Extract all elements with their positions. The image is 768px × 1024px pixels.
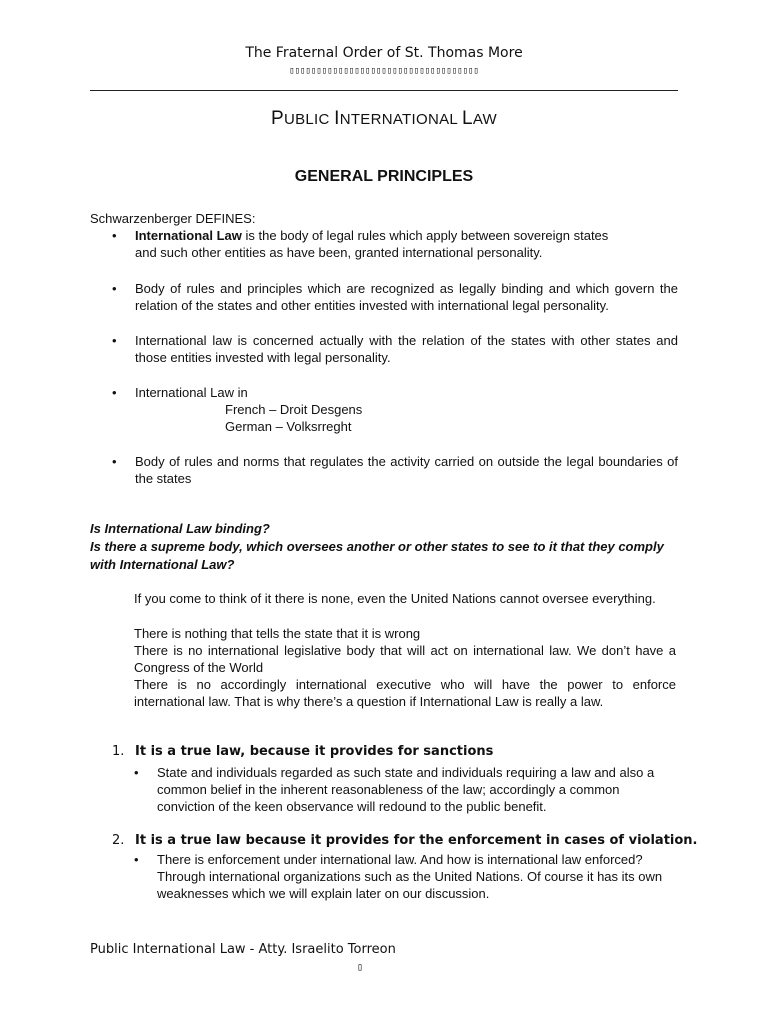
definition-text: International law is concerned actually with the relation of the states with other states and those entities invested with legal personality. bbox=[135, 333, 678, 365]
definition-text-2: and such other entities as have been, granted international personality. bbox=[135, 245, 543, 260]
title-initial-p: P bbox=[270, 108, 284, 129]
answer-paragraph-4: There is no accordingly international executive who will have the power to enforce international law. That is why there’s a question if International Law is really a law. bbox=[134, 677, 676, 709]
definition-text: Body of rules and principles which are recognized as legally binding and which govern the relation of the states and other entities invested with international legal personality. bbox=[135, 281, 678, 313]
bullet-glyph: • bbox=[112, 454, 117, 469]
bullet-glyph: • bbox=[134, 852, 139, 867]
bullet-glyph: • bbox=[112, 228, 117, 243]
bullet-glyph: • bbox=[112, 385, 117, 400]
footer-text: Public International Law - Atty. Israelito Torreon bbox=[90, 942, 396, 957]
answer-paragraph-3: There is no international legislative body that will act on international law. We don’t have a Congress of the World bbox=[134, 643, 676, 675]
title-part-3: AW bbox=[472, 111, 498, 128]
header-subtitle: ▯▯▯▯▯▯▯▯▯▯▯▯▯▯▯▯▯▯▯▯▯▯▯▯▯▯▯▯▯▯▯▯▯▯▯ bbox=[289, 66, 479, 76]
document-title bbox=[0, 108, 768, 130]
title-part-1: UBLIC bbox=[283, 111, 335, 128]
sublist-text: State and individuals regarded as such state and individuals requiring a law and also a common belief in the inherent reasonableness of the law; accordingly a common conviction of the keen observance will redound to the public benefit. bbox=[157, 765, 655, 814]
question-1: Is International Law binding? bbox=[90, 521, 270, 536]
item-heading: It is a true law, because it provides for sanctions bbox=[135, 744, 494, 759]
definition-text: International Law in bbox=[135, 385, 248, 400]
definition-text: Body of rules and norms that regulates the activity carried on outside the legal boundaries of the states bbox=[135, 454, 678, 486]
translation-french: French – Droit Desgens bbox=[225, 402, 363, 417]
question-2: Is there a supreme body, which oversees another or other states to see to it that they comply with International Law? bbox=[90, 539, 664, 572]
title-part-2: NTERNATIONAL bbox=[339, 111, 462, 128]
section-title: GENERAL PRINCIPLES bbox=[294, 168, 474, 185]
sublist-text: There is enforcement under international law. And how is international law enforced? Through international organizations such as the United Nations. Of course it has its own weaknesses which we will explain later on our discussion. bbox=[157, 852, 663, 901]
title-initial-l: L bbox=[461, 108, 473, 129]
item-number: 1. bbox=[112, 744, 125, 759]
definitions-heading: Schwarzenberger DEFINES: bbox=[90, 211, 256, 226]
item-heading: It is a true law because it provides for the enforcement in cases of violation. bbox=[135, 833, 698, 848]
translation-german: German – Volksrreght bbox=[225, 419, 352, 434]
bullet-glyph: • bbox=[134, 765, 139, 780]
item-number: 2. bbox=[112, 833, 125, 848]
term-international-law: International Law bbox=[135, 228, 242, 243]
answer-paragraph-2: There is nothing that tells the state that it is wrong bbox=[134, 626, 421, 641]
definition-text: is the body of legal rules which apply between sovereign states bbox=[241, 228, 609, 243]
bullet-glyph: • bbox=[112, 281, 117, 296]
title-initial-i: I bbox=[334, 108, 340, 129]
bullet-glyph: • bbox=[112, 333, 117, 348]
footer-page-mark: ▯ bbox=[357, 962, 364, 973]
header-title: The Fraternal Order of St. Thomas More bbox=[245, 45, 523, 61]
header-divider bbox=[90, 90, 678, 91]
answer-paragraph-1: If you come to think of it there is none, even the United Nations cannot oversee everything. bbox=[134, 591, 656, 606]
